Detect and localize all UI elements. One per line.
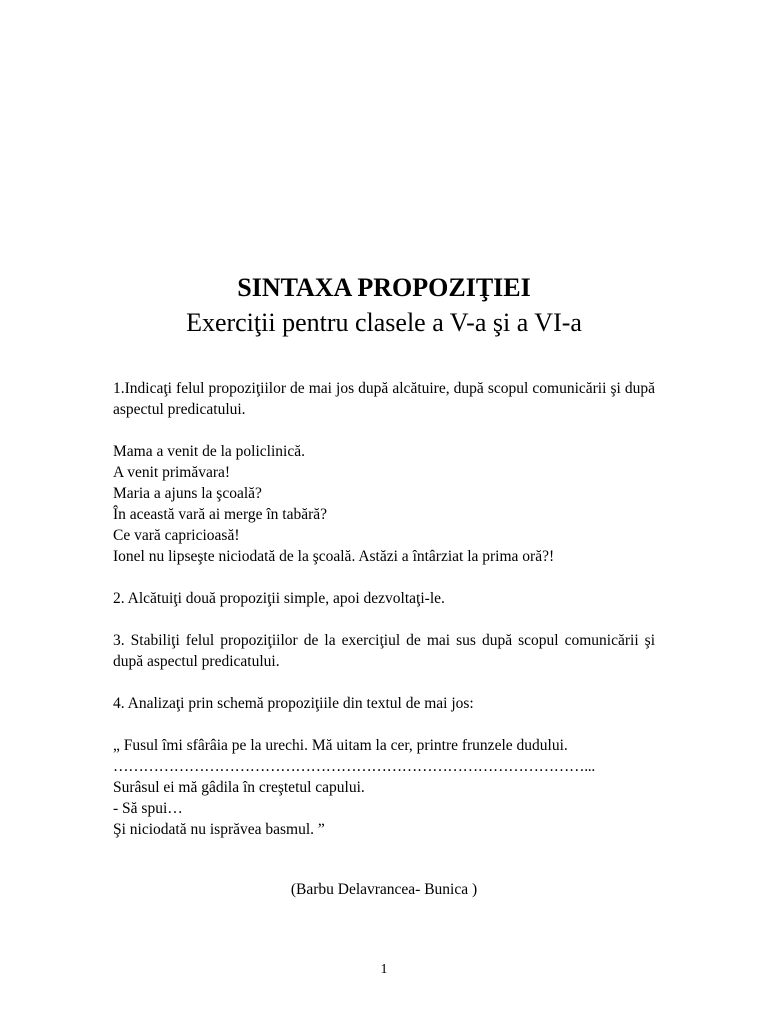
quote-line: Surâsul ei mă gâdila în creştetul capului.	[113, 779, 365, 796]
exercise-2-instruction: 2. Alcătuiţi două propoziţii simple, apoi dezvoltaţi-le.	[113, 590, 445, 607]
sentence-item: În această vară ai merge în tabără?	[113, 506, 327, 523]
sentence-item: Ce vară capricioasă!	[113, 527, 240, 544]
document-body	[113, 378, 655, 861]
page-number: 1	[380, 962, 388, 977]
quote-line: „ Fusul îmi sfârâia pe la urechi. Mă uitam la cer, printre frunzele dudului.	[113, 737, 568, 754]
page-title: SINTAXA PROPOZIŢIEI	[237, 273, 531, 302]
exercise-1-instruction: 1.Indicaţi felul propoziţiilor de mai jos după alcătuire, după scopul comunicării şi după aspectul predicatului.	[113, 380, 655, 418]
exercise-3-instruction: 3. Stabiliţi felul propoziţiilor de la exerciţiul de mai sus după scopul comunicării şi după aspectul predicatului.	[113, 632, 655, 670]
quote-attribution: (Barbu Delavrancea- Bunica )	[290, 881, 478, 898]
exercise-1-sentences	[113, 441, 655, 567]
quote-block	[113, 735, 655, 840]
quote-ellipsis-line: …………………………………………………………………………………...	[113, 758, 595, 775]
sentence-item: Mama a venit de la policlinică.	[113, 443, 305, 460]
page-subtitle: Exerciţii pentru clasele a V-a şi a VI-a	[186, 308, 582, 337]
sentence-item: A venit primăvara!	[113, 464, 231, 481]
sentence-item: Maria a ajuns la şcoală?	[113, 485, 262, 502]
exercise-4-instruction: 4. Analizaţi prin schemă propoziţiile din textul de mai jos:	[113, 695, 474, 712]
quote-line: - Să spui…	[113, 800, 183, 817]
quote-line: Şi niciodată nu isprăvea basmul. ”	[113, 821, 325, 838]
sentence-item: Ionel nu lipseşte niciodată de la şcoală. Astăzi a întârziat la prima oră?!	[113, 548, 555, 565]
